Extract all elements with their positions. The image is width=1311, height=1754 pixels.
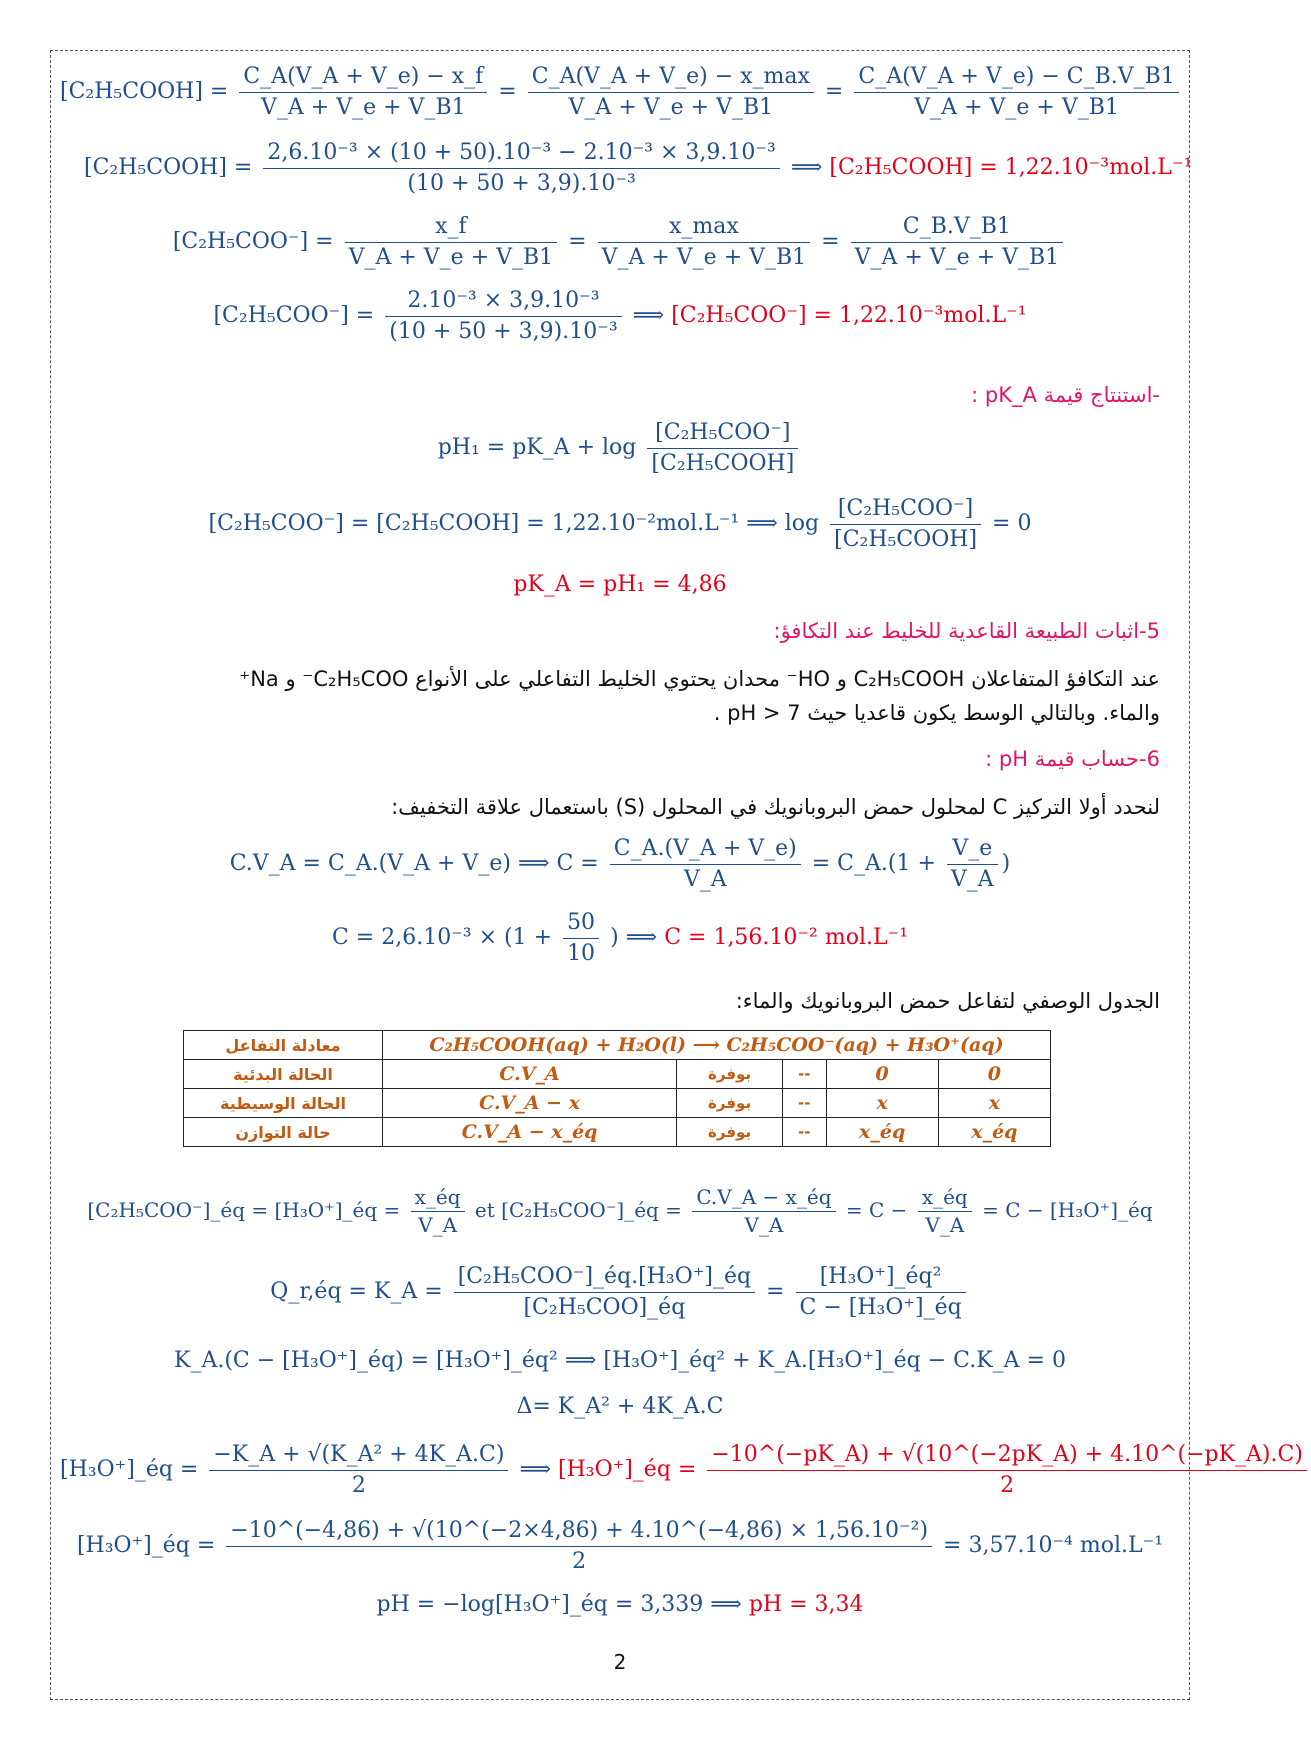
equation-acid-concentration-numeric: [C₂H₅COOH] = $\frac{\text{2,6.10⁻³ × (10 + 50).10⁻³ − 2.10⁻³ × 3,9.10⁻³}}{\text{(10 + 50 + 3,9).10⁻³}}$ ⟹ [C₂H₅COOH] = 1,22.10⁻³mol.L⁻¹ [84, 140, 1193, 196]
equation-acid-concentration-general: [C₂H₅COOH] = $\frac{C\_A(V\_A + V\_e) - x\_f}{V\_A + V\_e + V\_B1}$ = $\frac{C\_A(V\_A + V\_e) - x\_\max}{V\_A + V\_e + V\_B1}$ = $\frac{C\_A(V\_A + V\_e) - C\_B.V\_B1}{V\_A + V\_e + V\_B1}$ [60, 62, 1180, 122]
concentration-c-result: C = 1,56.10⁻² mol.L⁻¹ [664, 925, 909, 951]
equation-reaction-quotient: Q_r,éq = K_A = $\frac{\text{[C₂H₅COO⁻]\_éq.[H₃O⁺]\_éq}}{\text{[C₂H₅COO]\_éq}}$ = $\frac{\text{[H₃O⁺]\_éq²}}{\text{C − [H₃O⁺]\_éq}}$ [60, 1262, 1180, 1322]
reaction-progress-table [183, 1030, 1051, 1147]
equation-base-concentration-numeric: [C₂H₅COO⁻] = $\frac{\text{2.10⁻³ × 3,9.10⁻³}}{\text{(10 + 50 + 3,9).10⁻³}}$ ⟹ [C₂H₅COO⁻] = 1,22.10⁻³mol.L⁻¹ [213, 288, 1027, 344]
heading-section-6: 6-حساب قيمة pH : [985, 747, 1160, 771]
paragraph-dilution-intro: لنحدد أولا التركيز C لمحلول حمض البروبانويك في المحلول (S) باستعمال علاقة التخفيف: [391, 795, 1160, 819]
equation-henderson: pH₁ = pK_A + log $\frac{\text{[C₂H₅COO⁻]}}{\text{[C₂H₅COOH]}}$ [60, 418, 1180, 478]
heading-section-5: 5-اثبات الطبيعة القاعدية للخليط عند التكافؤ: [773, 619, 1160, 643]
equation-quadratic: K_A.(C − [H₃O⁺]_éq) = [H₃O⁺]_éq² ⟹ [H₃O⁺]_éq² + K_A.[H₃O⁺]_éq − C.K_A = 0 [174, 1348, 1066, 1373]
equation-hydronium-general: [H₃O⁺]_éq = $\frac{\text{−K\_A + √(K\_A² + 4K\_A.C)}}{2}$ ⟹ [H₃O⁺]_éq = $\frac{-10\^{}(-pK\_A) + √(10\^{}(-2pK\_A) + 4.10\^{}(-pK\_A).C)}{2}$ [60, 1440, 1180, 1500]
table-row [184, 1031, 1051, 1060]
table-row: الحالة الوسيطية C.V_A − x بوفرة -- x x [184, 1089, 1051, 1118]
equation-ph-final: pH = −log[H₃O⁺]_éq = 3,339 ⟹ pH = 3,34 [376, 1592, 864, 1617]
table-row: الحالة البدئية C.V_A بوفرة -- 0 0 [184, 1060, 1051, 1089]
page-number: 2 [613, 1650, 627, 1674]
table-row: حالة التوازن C.V_A − x_éq بوفرة -- x_éq x_éq [184, 1118, 1051, 1147]
equation-equilibrium-concentrations: [C₂H₅COO⁻]_éq = [H₃O⁺]_éq = $\frac{x\_éq}{V\_A}$ et [C₂H₅COO⁻]_éq = $\frac{C.V\_A - x\_éq}{V\_A}$ = C − $\frac{x\_éq}{V\_A}$ = C − [H₃O⁺]_éq [87, 1185, 1153, 1237]
pka-result: pK_A = pH₁ = 4,86 [513, 572, 727, 597]
ph-result: pH = 3,34 [748, 1592, 864, 1617]
paragraph-section-5-line2: والماء. وبالتالي الوسط يكون قاعديا حيث pH > 7 . [713, 701, 1160, 725]
equation-dilution: C.V_A = C_A.(V_A + V_e) ⟹ C = $\frac{C\_A.(V\_A + V\_e)}{V\_A}$ = C_A.(1 + $\frac{V\_e}{V\_A}$ ) [229, 836, 1011, 892]
base-concentration-result: [C₂H₅COO⁻] = 1,22.10⁻³mol.L⁻¹ [671, 303, 1027, 329]
equation-hydronium-numeric: [H₃O⁺]_éq = $\frac{\text{−10\textasciicircum{}(−4,86) + √(10\textasciicircum{}(−2×4,86) + 4.10\textasciicircum{}(−4,86) × 1,56.10⁻²)}}{2}$ = 3,57.10⁻⁴ mol.L⁻¹ [76, 1518, 1164, 1574]
paragraph-section-5-line1: عند التكافؤ المتفاعلان C₂H₅COOH و HO⁻ محدان يحتوي الخليط التفاعلي على الأنواع C₂H₅COO⁻ و Na⁺ [239, 667, 1160, 691]
heading-pka-deduction: -استنتاج قيمة pK_A : [971, 383, 1160, 407]
equation-base-concentration-general: [C₂H₅COO⁻] = $\frac{x\_f}{V\_A + V\_e + V\_B1}$ = $\frac{x\_\max}{V\_A + V\_e + V\_B1}$ = $\frac{C\_B.V\_B1}{V\_A + V\_e + V\_B1}$ [60, 212, 1180, 272]
acid-concentration-result: [C₂H₅COOH] = 1,22.10⁻³mol.L⁻¹ [829, 155, 1193, 181]
table-reaction-equation: C₂H₅COOH(aq) + H₂O(l) ⟶ C₂H₅COO⁻(aq) + H₃O⁺(aq) [383, 1031, 1051, 1060]
equation-equal-concentrations: [C₂H₅COO⁻] = [C₂H₅COOH] = 1,22.10⁻²mol.L⁻¹ ⟹ log $\frac{\text{[C₂H₅COO⁻]}}{\text{[C₂H₅COOH]}}$ = 0 [208, 496, 1032, 552]
equation-dilution-numeric: C = 2,6.10⁻³ × (1 + $\frac{50}{10}$ ) ⟹ C = 1,56.10⁻² mol.L⁻¹ [331, 910, 909, 966]
paragraph-table-intro: الجدول الوصفي لتفاعل حمض البروبانويك والماء: [735, 989, 1160, 1013]
equation-discriminant: Δ= K_A² + 4K_A.C [516, 1394, 724, 1419]
table-header-label: معادلة التفاعل [184, 1031, 383, 1060]
